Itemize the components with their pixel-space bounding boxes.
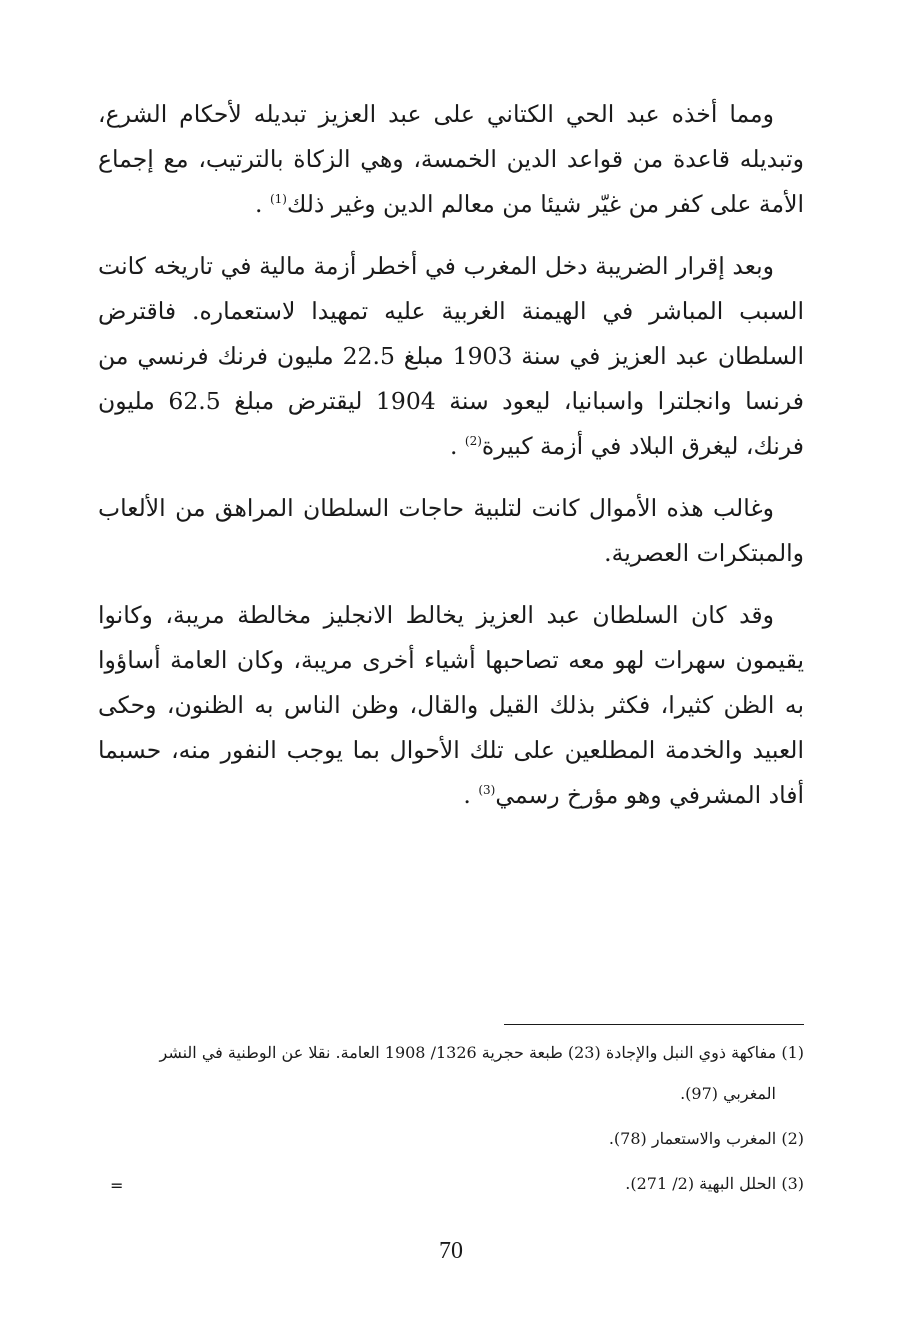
paragraph-end: . xyxy=(463,781,471,809)
paragraph-text: وغالب هذه الأموال كانت لتلبية حاجات السلطان المراهق من الألعاب والمبتكرات العصرية. xyxy=(98,494,804,567)
footnote-number: (1) xyxy=(781,1043,804,1062)
page-number: 70 xyxy=(439,1238,463,1264)
footnote-number: (3) xyxy=(781,1174,804,1193)
paragraph-4 xyxy=(98,593,804,818)
footnote-text: الحلل البهية (2/ 271). xyxy=(625,1174,777,1193)
paragraph-end: . xyxy=(254,190,263,218)
paragraph-text: ومما أخذه عبد الحي الكتاني على عبد العزيز تبديله لأحكام الشرع، وتبديله قاعدة من قواعد الدين الخمسة، وهي الزكاة بالترتيب، مع إجماع الأمة على كفر من غيّر شيئا من معالم الدين وغير ذلك xyxy=(98,100,804,218)
footnote-2 xyxy=(98,1126,804,1151)
main-text xyxy=(98,92,804,835)
footnote-continuation: المغربي (97). xyxy=(680,1084,776,1103)
footnote-3 xyxy=(98,1171,804,1196)
footnote-number: (2) xyxy=(781,1129,804,1148)
paragraph-text: وقد كان السلطان عبد العزيز يخالط الانجليز مخالطة مريبة، وكانوا يقيمون سهرات لهو معه تصاحبها أشياء أخرى مريبة، وكان العامة أساؤوا به الظن كثيرا، فكثر بذلك القيل والقال، وظن الناس به الظنون، وحكى العبيد والخدمة المطلعين على تلك الأحوال بما يوجب النفور منه، حسبما أفاد المشرفي وهو مؤرخ رسمي xyxy=(98,601,804,809)
continuation-mark: = xyxy=(110,1176,124,1195)
footnote-ref-2[interactable]: (2) xyxy=(464,434,482,449)
footnote-ref-3[interactable]: (3) xyxy=(478,783,496,798)
paragraph-1 xyxy=(98,92,804,227)
paragraph-text: وبعد إقرار الضريبة دخل المغرب في أخطر أزمة مالية في تاريخه كانت السبب المباشر في الهيمنة الغربية عليه تمهيدا لاستعماره. فاقترض السلطان عبد العزيز في سنة 1903 مبلغ 22.5 مليون فرنك فرنسي من فرنسا وانجلترا واسبانيا، ليعود سنة 1904 ليقترض مبلغ 62.5 مليون فرنك، ليغرق البلاد في أزمة كبيرة xyxy=(98,252,805,460)
footnote-ref-1[interactable]: (1) xyxy=(269,192,287,207)
paragraph-end: . xyxy=(449,432,458,460)
paragraph-2 xyxy=(98,244,804,469)
paragraph-3 xyxy=(98,486,804,576)
footnote-divider xyxy=(504,1024,804,1025)
footnote-1 xyxy=(98,1040,804,1106)
footnote-text: مفاكهة ذوي النبل والإجادة (23) طبعة حجرية 1326/ 1908 العامة. نقلا عن الوطنية في النشر xyxy=(159,1043,777,1062)
footnote-text: المغرب والاستعمار (78). xyxy=(608,1129,777,1148)
footnotes xyxy=(98,1040,804,1216)
